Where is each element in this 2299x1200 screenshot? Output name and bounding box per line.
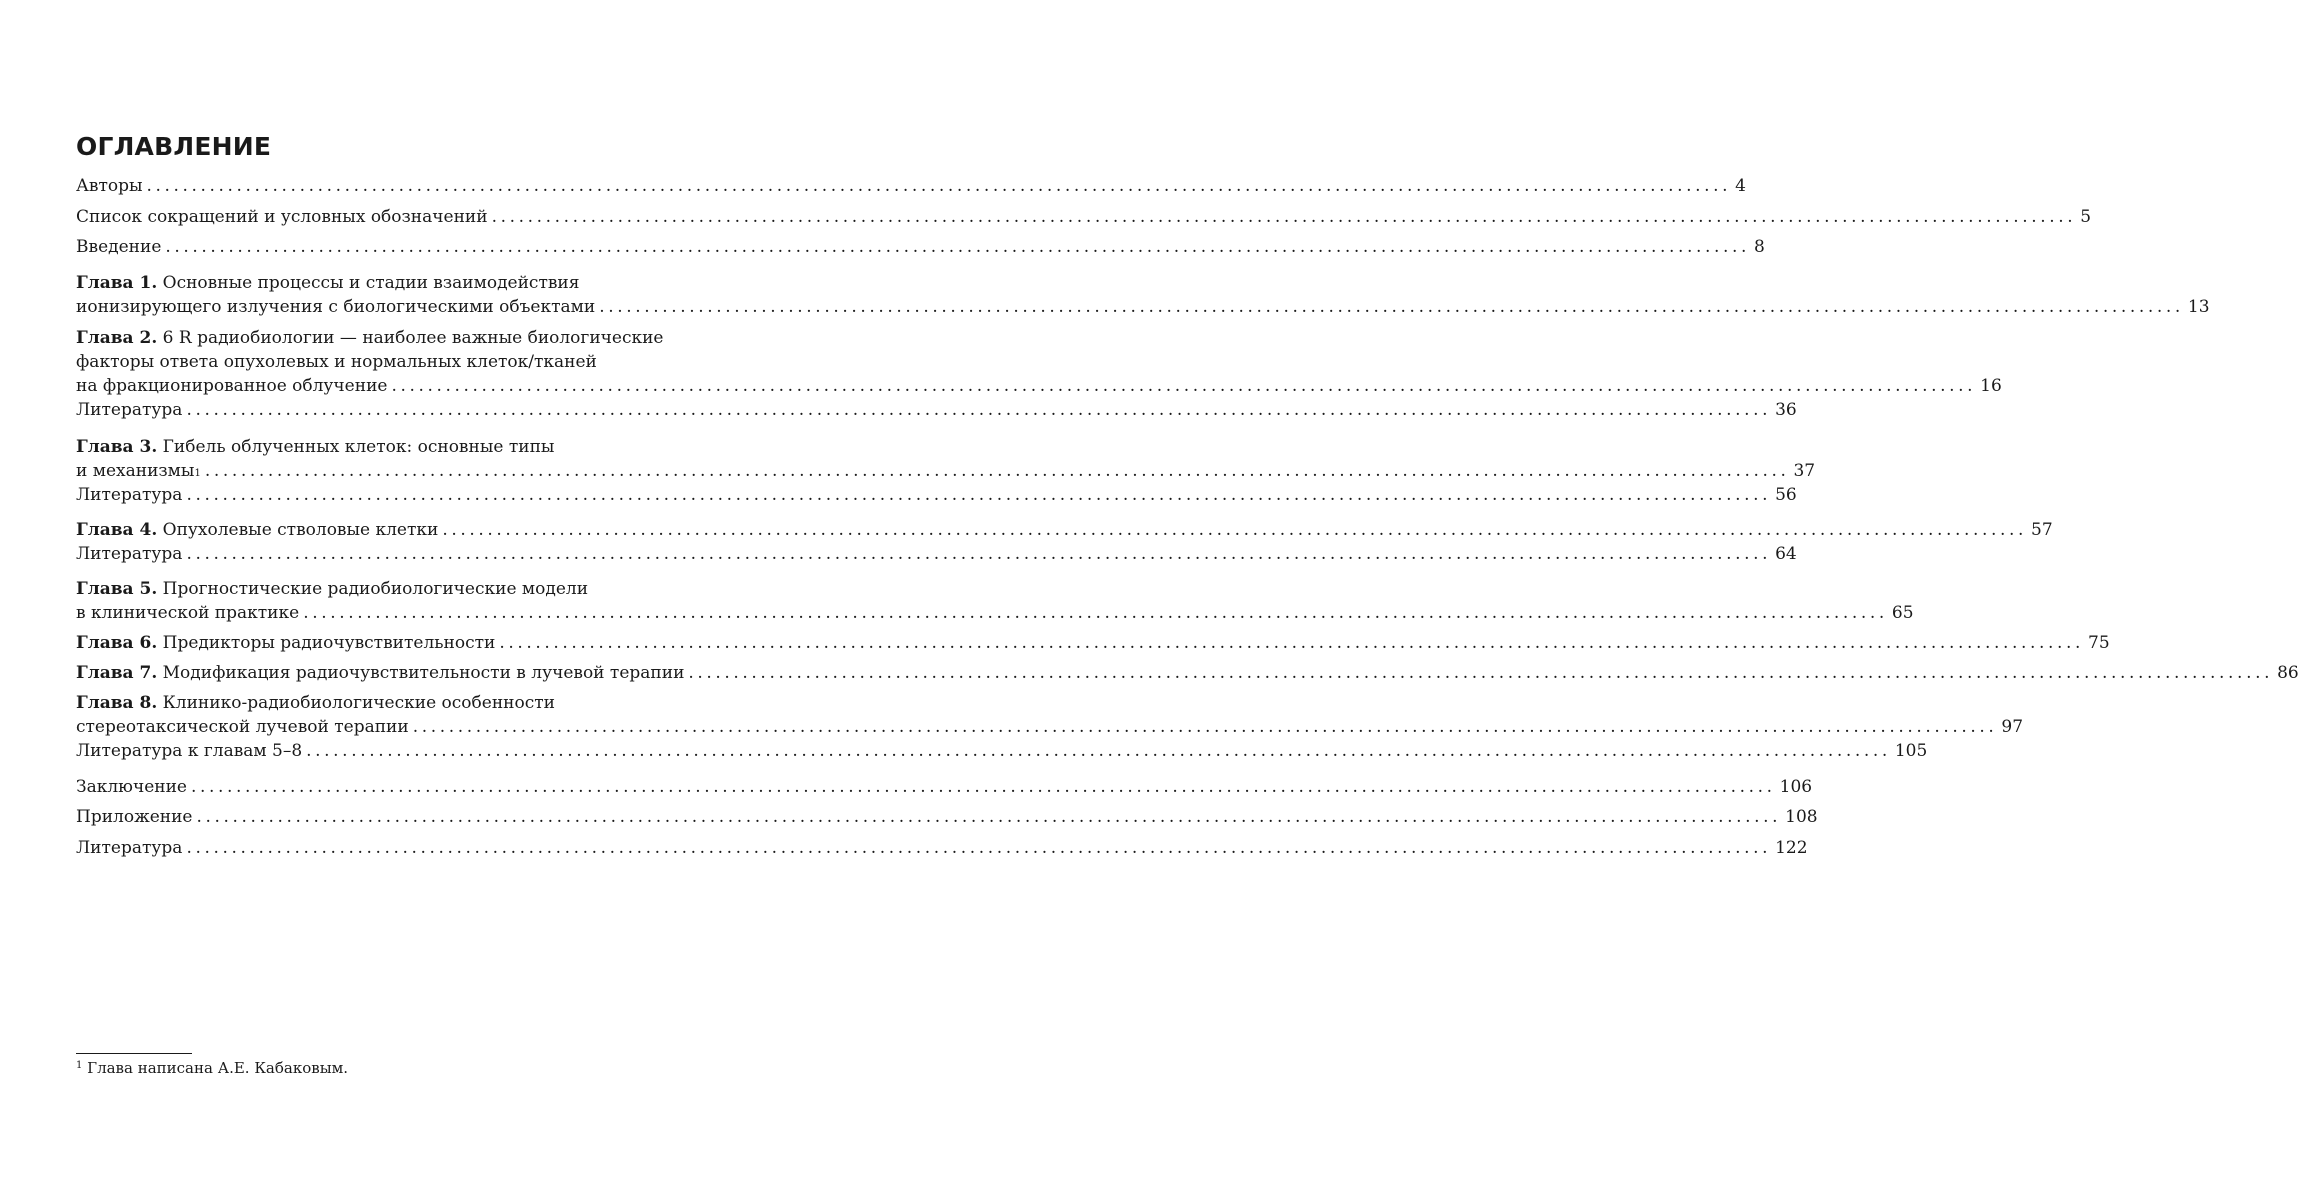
dot-leader: ................................................................................................................................................................................ (186, 400, 1772, 420)
chapter-label: Глава 7. (76, 663, 158, 683)
entry-title: Приложение (76, 807, 193, 827)
footnote-text: Глава написана А.Е. Кабаковым. (87, 1059, 349, 1077)
chapter-label: Глава 5. (76, 579, 158, 599)
entry-title-line: Гибель облученных клеток: основные типы (162, 437, 555, 457)
chapter-label: Глава 4. (76, 520, 158, 540)
toc-entry-literature-ch4[interactable] (76, 542, 1797, 566)
page-number: 105 (1894, 741, 1928, 761)
entry-title-line: Предикторы радиочувствительности (162, 633, 496, 653)
chapter-label: Глава 8. (76, 693, 158, 713)
dot-leader: ................................................................................................................................................................................ (190, 777, 1776, 797)
page-number: 5 (2080, 207, 2092, 227)
entry-title: Литература (76, 400, 183, 420)
footnote (76, 1058, 348, 1078)
page-number: 122 (1775, 838, 1808, 858)
entry-title-line: на фракционированное облучение (76, 376, 388, 396)
dot-leader: ................................................................................................................................................................................ (306, 741, 1891, 761)
page-number: 56 (1775, 485, 1797, 505)
dot-leader: ................................................................................................................................................................................ (204, 461, 1790, 481)
toc-entry-appendix[interactable] (76, 805, 1818, 829)
toc-entry-literature-ch3[interactable] (76, 483, 1797, 507)
page-number: 36 (1775, 400, 1797, 420)
toc-entry-chapter-5[interactable] (76, 577, 1914, 625)
toc-entry-chapter-6[interactable] (76, 631, 2110, 655)
page-title: ОГЛАВЛЕНИЕ (76, 132, 272, 161)
page-number: 16 (1980, 376, 2002, 396)
page-number: 106 (1779, 777, 1813, 797)
chapter-label: Глава 1. (76, 273, 158, 293)
page-number: 37 (1793, 461, 1816, 481)
page-number: 8 (1754, 237, 1765, 257)
dot-leader: ................................................................................................................................................................................ (499, 633, 2084, 653)
page-number: 108 (1785, 807, 1818, 827)
page-number: 86 (2277, 663, 2299, 683)
entry-title: Литература (76, 544, 183, 564)
toc-entry-chapter-1[interactable] (76, 271, 2210, 319)
dot-leader: ................................................................................................................................................................................ (146, 176, 1732, 196)
dot-leader: ................................................................................................................................................................................ (186, 838, 1772, 858)
dot-leader: ................................................................................................................................................................................ (412, 717, 1998, 737)
entry-title-line: Опухолевые стволовые клетки (162, 520, 439, 540)
chapter-label: Глава 2. (76, 328, 158, 348)
dot-leader: ................................................................................................................................................................................ (442, 520, 2028, 540)
toc-entry-abbreviations[interactable] (76, 205, 2092, 229)
entry-title-line: Прогностические радиобиологические модели (162, 579, 589, 599)
toc-entry-authors[interactable] (76, 174, 1746, 198)
toc-entry-conclusion[interactable] (76, 775, 1813, 799)
page-number: 65 (1891, 603, 1914, 623)
dot-leader: ................................................................................................................................................................................ (186, 485, 1772, 505)
entry-title: Список сокращений и условных обозначений (76, 207, 488, 227)
chapter-label: Глава 3. (76, 437, 158, 457)
entry-title-line: и механизмы (76, 461, 195, 481)
page-number: 75 (2088, 633, 2110, 653)
chapter-label: Глава 6. (76, 633, 158, 653)
entry-title: Литература (76, 485, 183, 505)
toc-entry-literature-ch2[interactable] (76, 398, 1797, 422)
toc-entry-literature[interactable] (76, 836, 1808, 860)
toc-entry-chapter-7[interactable] (76, 661, 2299, 685)
entry-title: Заключение (76, 777, 187, 797)
entry-title-line: ионизирующего излучения с биологическими объектами (76, 297, 596, 317)
dot-leader: ................................................................................................................................................................................ (165, 237, 1751, 257)
dot-leader: ................................................................................................................................................................................ (491, 207, 2077, 227)
entry-title: Введение (76, 237, 162, 257)
entry-title: Литература (76, 838, 183, 858)
entry-title-line: Клинико-радиобиологические особенности (162, 693, 555, 713)
footnote-divider (76, 1053, 192, 1054)
toc-entry-chapter-3[interactable]: Глава 3. Гибель облученных клеток: основные типы и механизмы 1 ................................................................................................................................................................................ 37 (76, 437, 1816, 481)
toc-entry-chapter-4[interactable] (76, 518, 2053, 542)
page-number: 13 (2187, 297, 2210, 317)
entry-title-line: стереотаксической лучевой терапии (76, 717, 409, 737)
dot-leader: ................................................................................................................................................................................ (599, 297, 2184, 317)
page-number: 64 (1775, 544, 1797, 564)
entry-title-line: факторы ответа опухолевых и нормальных клеток/тканей (76, 352, 597, 372)
page-number: 57 (2031, 520, 2053, 540)
entry-title-line: Основные процессы и стадии взаимодействия (162, 273, 580, 293)
dot-leader: ................................................................................................................................................................................ (196, 807, 1782, 827)
footnote-mark: 1 (76, 1060, 83, 1071)
entry-title: Авторы (76, 176, 143, 196)
dot-leader: ................................................................................................................................................................................ (303, 603, 1888, 623)
entry-title: Литература к главам 5–8 (76, 741, 303, 761)
toc-entry-introduction[interactable] (76, 235, 1765, 259)
entry-title-line: в клинической практике (76, 603, 300, 623)
entry-title-line: Модификация радиочувствительности в лучевой терапии (162, 663, 685, 683)
toc-entry-chapter-2[interactable] (76, 326, 2002, 398)
page-number: 97 (2001, 717, 2024, 737)
dot-leader: ................................................................................................................................................................................ (186, 544, 1772, 564)
toc-entry-literature-ch5-8[interactable] (76, 739, 1928, 763)
entry-title-line: 6 R радиобиологии — наиболее важные биологические (162, 328, 664, 348)
dot-leader: ................................................................................................................................................................................ (391, 376, 1977, 396)
toc-entry-chapter-8[interactable] (76, 691, 2024, 739)
dot-leader: ................................................................................................................................................................................ (688, 663, 2274, 683)
page-number: 4 (1735, 176, 1746, 196)
